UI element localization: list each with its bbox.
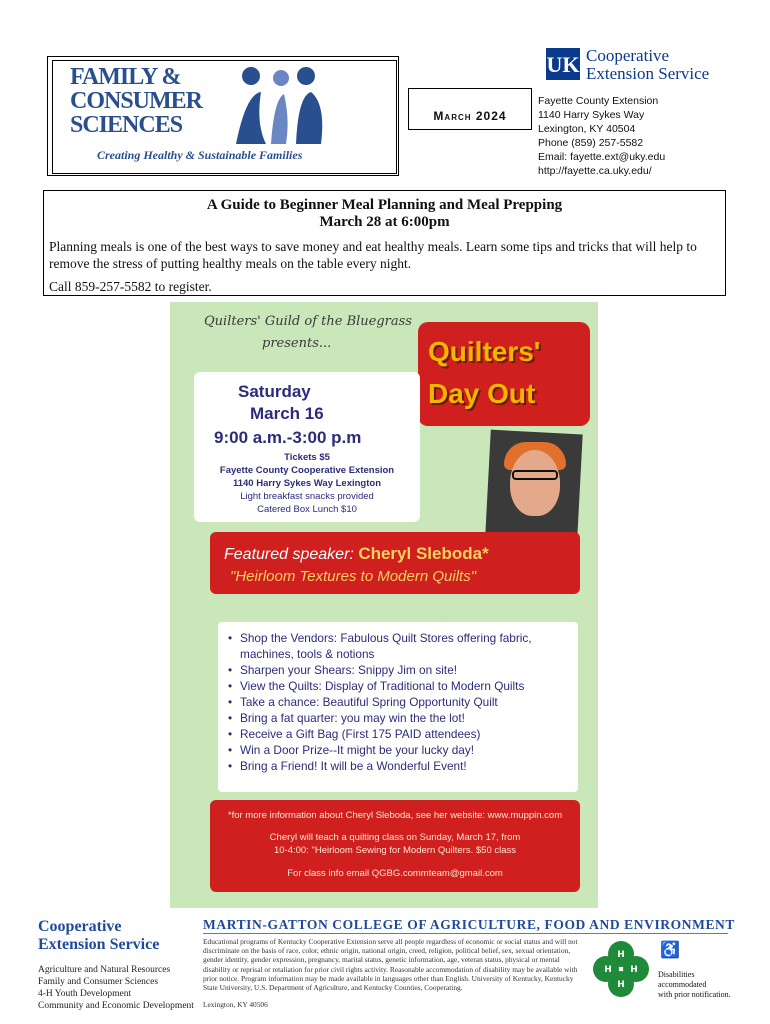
list-item: • Bring a Friend! It will be a Wonderful Event! — [226, 758, 572, 774]
4h-clover-icon — [590, 938, 652, 1000]
program-item: 4-H Youth Development — [38, 989, 132, 999]
list-item: • Receive a Gift Bag (First 175 PAID attendees) — [226, 726, 572, 742]
fcs-logo-line3: SCIENCES — [70, 112, 183, 138]
nondiscrimination-statement: Educational programs of Kentucky Cooperative Extension serve all people regardless of economic or social status and will not discriminate on the basis of race, color, ethnic origin, national origin, creed, religion, political belief, sex, sexual orientation, gender identity, gender expression, pregnancy, marital status, genetic information, age, veteran status, physical or mental disability or reprisal or retaliation for prior civil rights activity. Reasonable accommodation of disability may be available with prior notice. Program information may be made available in languages other than English. University of Kentucky, Kentucky State University, U.S. Department of Agriculture, and Kentucky Counties, Cooperating. — [203, 937, 578, 993]
speaker-photo-face — [510, 450, 560, 516]
svg-text:UK: UK — [546, 52, 580, 77]
event-title: A Guide to Beginner Meal Planning and Meal Prepping — [206, 197, 563, 213]
svg-text:H: H — [617, 950, 625, 960]
highlights-list — [226, 630, 572, 774]
class-note-line1: Cheryl will teach a quilting class on Sunday, March 17, from — [269, 832, 521, 843]
footer-coop-line1: Cooperative — [38, 918, 122, 935]
featured-speaker — [224, 544, 489, 564]
lunch-note: Catered Box Lunch $10 — [257, 504, 357, 515]
speaker-prefix: Featured speaker: — [224, 546, 354, 563]
quilters-flyer — [170, 302, 598, 908]
college-name: MARTIN-GATTON COLLEGE OF AGRICULTURE, FOOD AND ENVIRONMENT — [203, 917, 736, 932]
newsletter-month: March 2024 — [433, 109, 507, 123]
list-item: • Win a Door Prize--It might be your lucky day! — [226, 742, 572, 758]
program-item: Community and Economic Development — [38, 1001, 194, 1011]
event-call-to-register: Call 859-257-5582 to register. — [49, 279, 212, 294]
event-date: March 28 at 6:00pm — [319, 214, 450, 230]
class-info-email[interactable]: For class info email QGBG.commteam@gmail.com — [287, 868, 503, 879]
class-note-line2: 10-4:00: "Heirloom Sewing for Modern Quilters. $50 class — [273, 845, 517, 856]
program-item: Family and Consumer Sciences — [38, 977, 159, 987]
list-item: • Bring a fat quarter: you may win the the lot! — [226, 710, 572, 726]
event-time: 9:00 a.m.-3:00 p.m — [214, 428, 362, 447]
footer-coop-line2: Extension Service — [38, 936, 160, 953]
fcs-logo-line1: FAMILY & — [70, 64, 181, 90]
tickets-price: Tickets $5 — [284, 452, 330, 463]
email-line[interactable]: Email: fayette.ext@uky.edu — [538, 151, 666, 163]
footer-divider — [203, 933, 728, 934]
address-line: Fayette County Extension — [538, 95, 659, 107]
uk-logo-line1: Cooperative — [586, 46, 670, 65]
footer-lexington: Lexington, KY 40506 — [203, 1000, 268, 1009]
speaker-name: Cheryl Sleboda* — [358, 544, 489, 563]
more-info-note[interactable]: *for more information about Cheryl Sleboda, see her website: www.muppin.com — [227, 810, 563, 821]
uk-logo-icon — [546, 48, 580, 80]
website-link[interactable]: http://fayette.ca.uky.edu/ — [538, 165, 652, 177]
list-item: • Take a chance: Beautiful Spring Opportunity Quilt — [226, 694, 572, 710]
program-item: Agriculture and Natural Resources — [38, 965, 171, 975]
disabilities-line: accommodated — [658, 980, 707, 989]
fcs-logo-line2: CONSUMER — [70, 88, 203, 114]
flyer-title-line1: Quilters' — [428, 336, 541, 367]
venue-address: 1140 Harry Sykes Way Lexington — [232, 478, 382, 489]
list-item: • Sharpen your Shears: Snippy Jim on site! — [226, 662, 572, 678]
list-item: • View the Quilts: Display of Traditional to Modern Quilts — [226, 678, 572, 694]
event-description: Planning meals is one of the best ways to save money and eat healthy meals. Learn some tips and tricks that will help to remove the stress of putting healthy meals on the table every night. — [49, 239, 697, 271]
uk-logo-line2: Extension Service — [586, 64, 710, 83]
fcs-tagline: Creating Healthy & Sustainable Families — [97, 148, 303, 162]
guild-presents: presents... — [262, 336, 332, 351]
list-item: • Shop the Vendors: Fabulous Quilt Stores offering fabric, machines, tools & notions — [226, 630, 572, 662]
wheelchair-icon: ♿ — [660, 942, 680, 959]
family-figures-icon — [226, 64, 338, 148]
phone-line: Phone (859) 257-5582 — [538, 137, 644, 149]
flyer-title-line2: Day Out — [428, 378, 536, 409]
guild-name: Quilters' Guild of the Bluegrass — [204, 314, 412, 329]
svg-text:H: H — [604, 965, 612, 975]
event-day-date: March 16 — [250, 404, 324, 423]
disabilities-line: Disabilities — [658, 970, 695, 979]
disabilities-line: with prior notification. — [658, 990, 731, 999]
svg-text:H: H — [617, 980, 625, 990]
address-line: Lexington, KY 40504 — [538, 123, 636, 135]
svg-text:H: H — [630, 965, 638, 975]
speaker-photo-glasses — [512, 470, 558, 480]
event-day: Saturday — [238, 382, 311, 401]
venue-name: Fayette County Cooperative Extension — [219, 465, 395, 476]
breakfast-note: Light breakfast snacks provided — [240, 491, 374, 502]
speaker-talk: "Heirloom Textures to Modern Quilts" — [230, 568, 477, 585]
address-line: 1140 Harry Sykes Way — [538, 109, 645, 121]
